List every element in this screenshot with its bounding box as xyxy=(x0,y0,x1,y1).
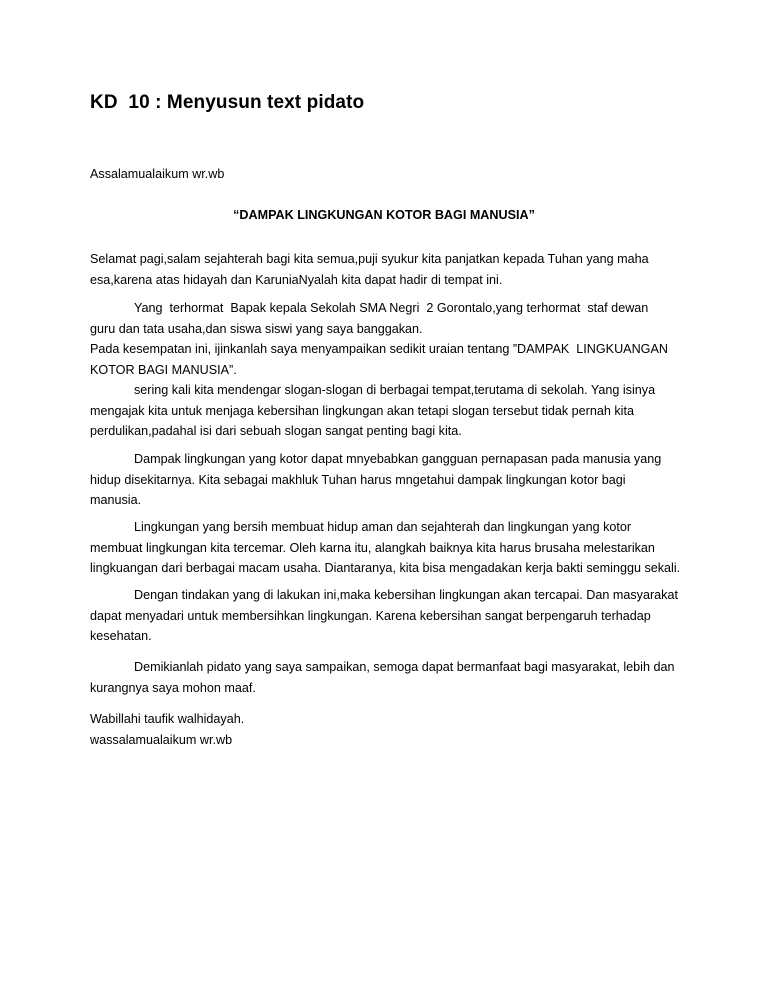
paragraph-line: kesehatan. xyxy=(90,629,152,643)
paragraph-line: sering kali kita mendengar slogan-slogan di berbagai tempat,terutama di sekolah. Yang isinya xyxy=(134,383,656,397)
paragraph-line: hidup disekitarnya. Kita sebagai makhluk Tuhan harus mngetahui dampak lingkungan kotor bagi xyxy=(90,472,626,487)
paragraph-line: lingkuangan dari berbagai macam usaha. Diantaranya, kita bisa mengadakan kerja bakti seminggu sekali. xyxy=(90,561,681,575)
page-title: KD 10 : Menyusun text pidato xyxy=(90,92,365,113)
paragraph-clean-environment xyxy=(90,517,690,579)
paragraph-action xyxy=(90,585,690,647)
paragraph-line: perdulikan,padahal isi dari sebuah slogan sangat penting bagi kita. xyxy=(90,424,462,438)
paragraph-impact xyxy=(90,449,690,511)
paragraph-closing xyxy=(90,657,690,698)
paragraph-line: esa,karena atas hidayah dan KaruniaNyalah kita dapat hadir di tempat ini. xyxy=(90,272,503,287)
paragraph-line: Demikianlah pidato yang saya sampaikan, semoga dapat bermanfaat bagi masyarakat, lebih dan xyxy=(134,660,675,674)
paragraph-line: wassalamualaikum wr.wb xyxy=(90,732,233,747)
paragraph-line: Pada kesempatan ini, ijinkanlah saya menyampaikan sedikit uraian tentang ”DAMPAK LINGKUANGAN xyxy=(90,342,668,356)
paragraph-line: Dampak lingkungan yang kotor dapat mnyebabkan gangguan pernapasan pada manusia yang xyxy=(134,452,662,466)
paragraph-respects xyxy=(90,298,690,442)
greeting: Assalamualaikum wr.wb xyxy=(90,167,225,181)
paragraph-line: KOTOR BAGI MANUSIA”. xyxy=(90,362,237,377)
paragraph-line: Selamat pagi,salam sejahterah bagi kita semua,puji syukur kita panjatkan kepada Tuhan yang maha xyxy=(90,252,649,266)
paragraph-line: guru dan tata usaha,dan siswa siswi yang saya banggakan. xyxy=(90,321,423,336)
paragraph-line: Wabillahi taufik walhidayah. xyxy=(90,712,245,726)
paragraph-line: Yang terhormat Bapak kepala Sekolah SMA Negri 2 Gorontalo,yang terhormat staf dewan xyxy=(134,301,649,315)
paragraph-line: manusia. xyxy=(90,493,142,507)
paragraph-farewell xyxy=(90,709,690,750)
paragraph-line: Lingkungan yang bersih membuat hidup aman dan sejahterah dan lingkungan yang kotor xyxy=(134,520,632,534)
paragraph-line: Dengan tindakan yang di lakukan ini,maka kebersihan lingkungan akan tercapai. Dan masyarakat xyxy=(134,588,678,602)
speech-title: “DAMPAK LINGKUNGAN KOTOR BAGI MANUSIA” xyxy=(233,208,535,222)
paragraph-line: kurangnya saya mohon maaf. xyxy=(90,680,256,695)
paragraph-line: membuat lingkungan kita tercemar. Oleh karna itu, alangkah baiknya kita harus brusaha melestarikan xyxy=(90,540,655,555)
paragraph-opening xyxy=(90,249,690,290)
paragraph-line: dapat menyadari untuk membersihkan lingkungan. Karena kebersihan sangat berpengaruh terhadap xyxy=(90,608,651,623)
paragraph-line: mengajak kita untuk menjaga kebersihan lingkungan akan tetapi slogan tersebut tidak pernah kita xyxy=(90,403,634,418)
